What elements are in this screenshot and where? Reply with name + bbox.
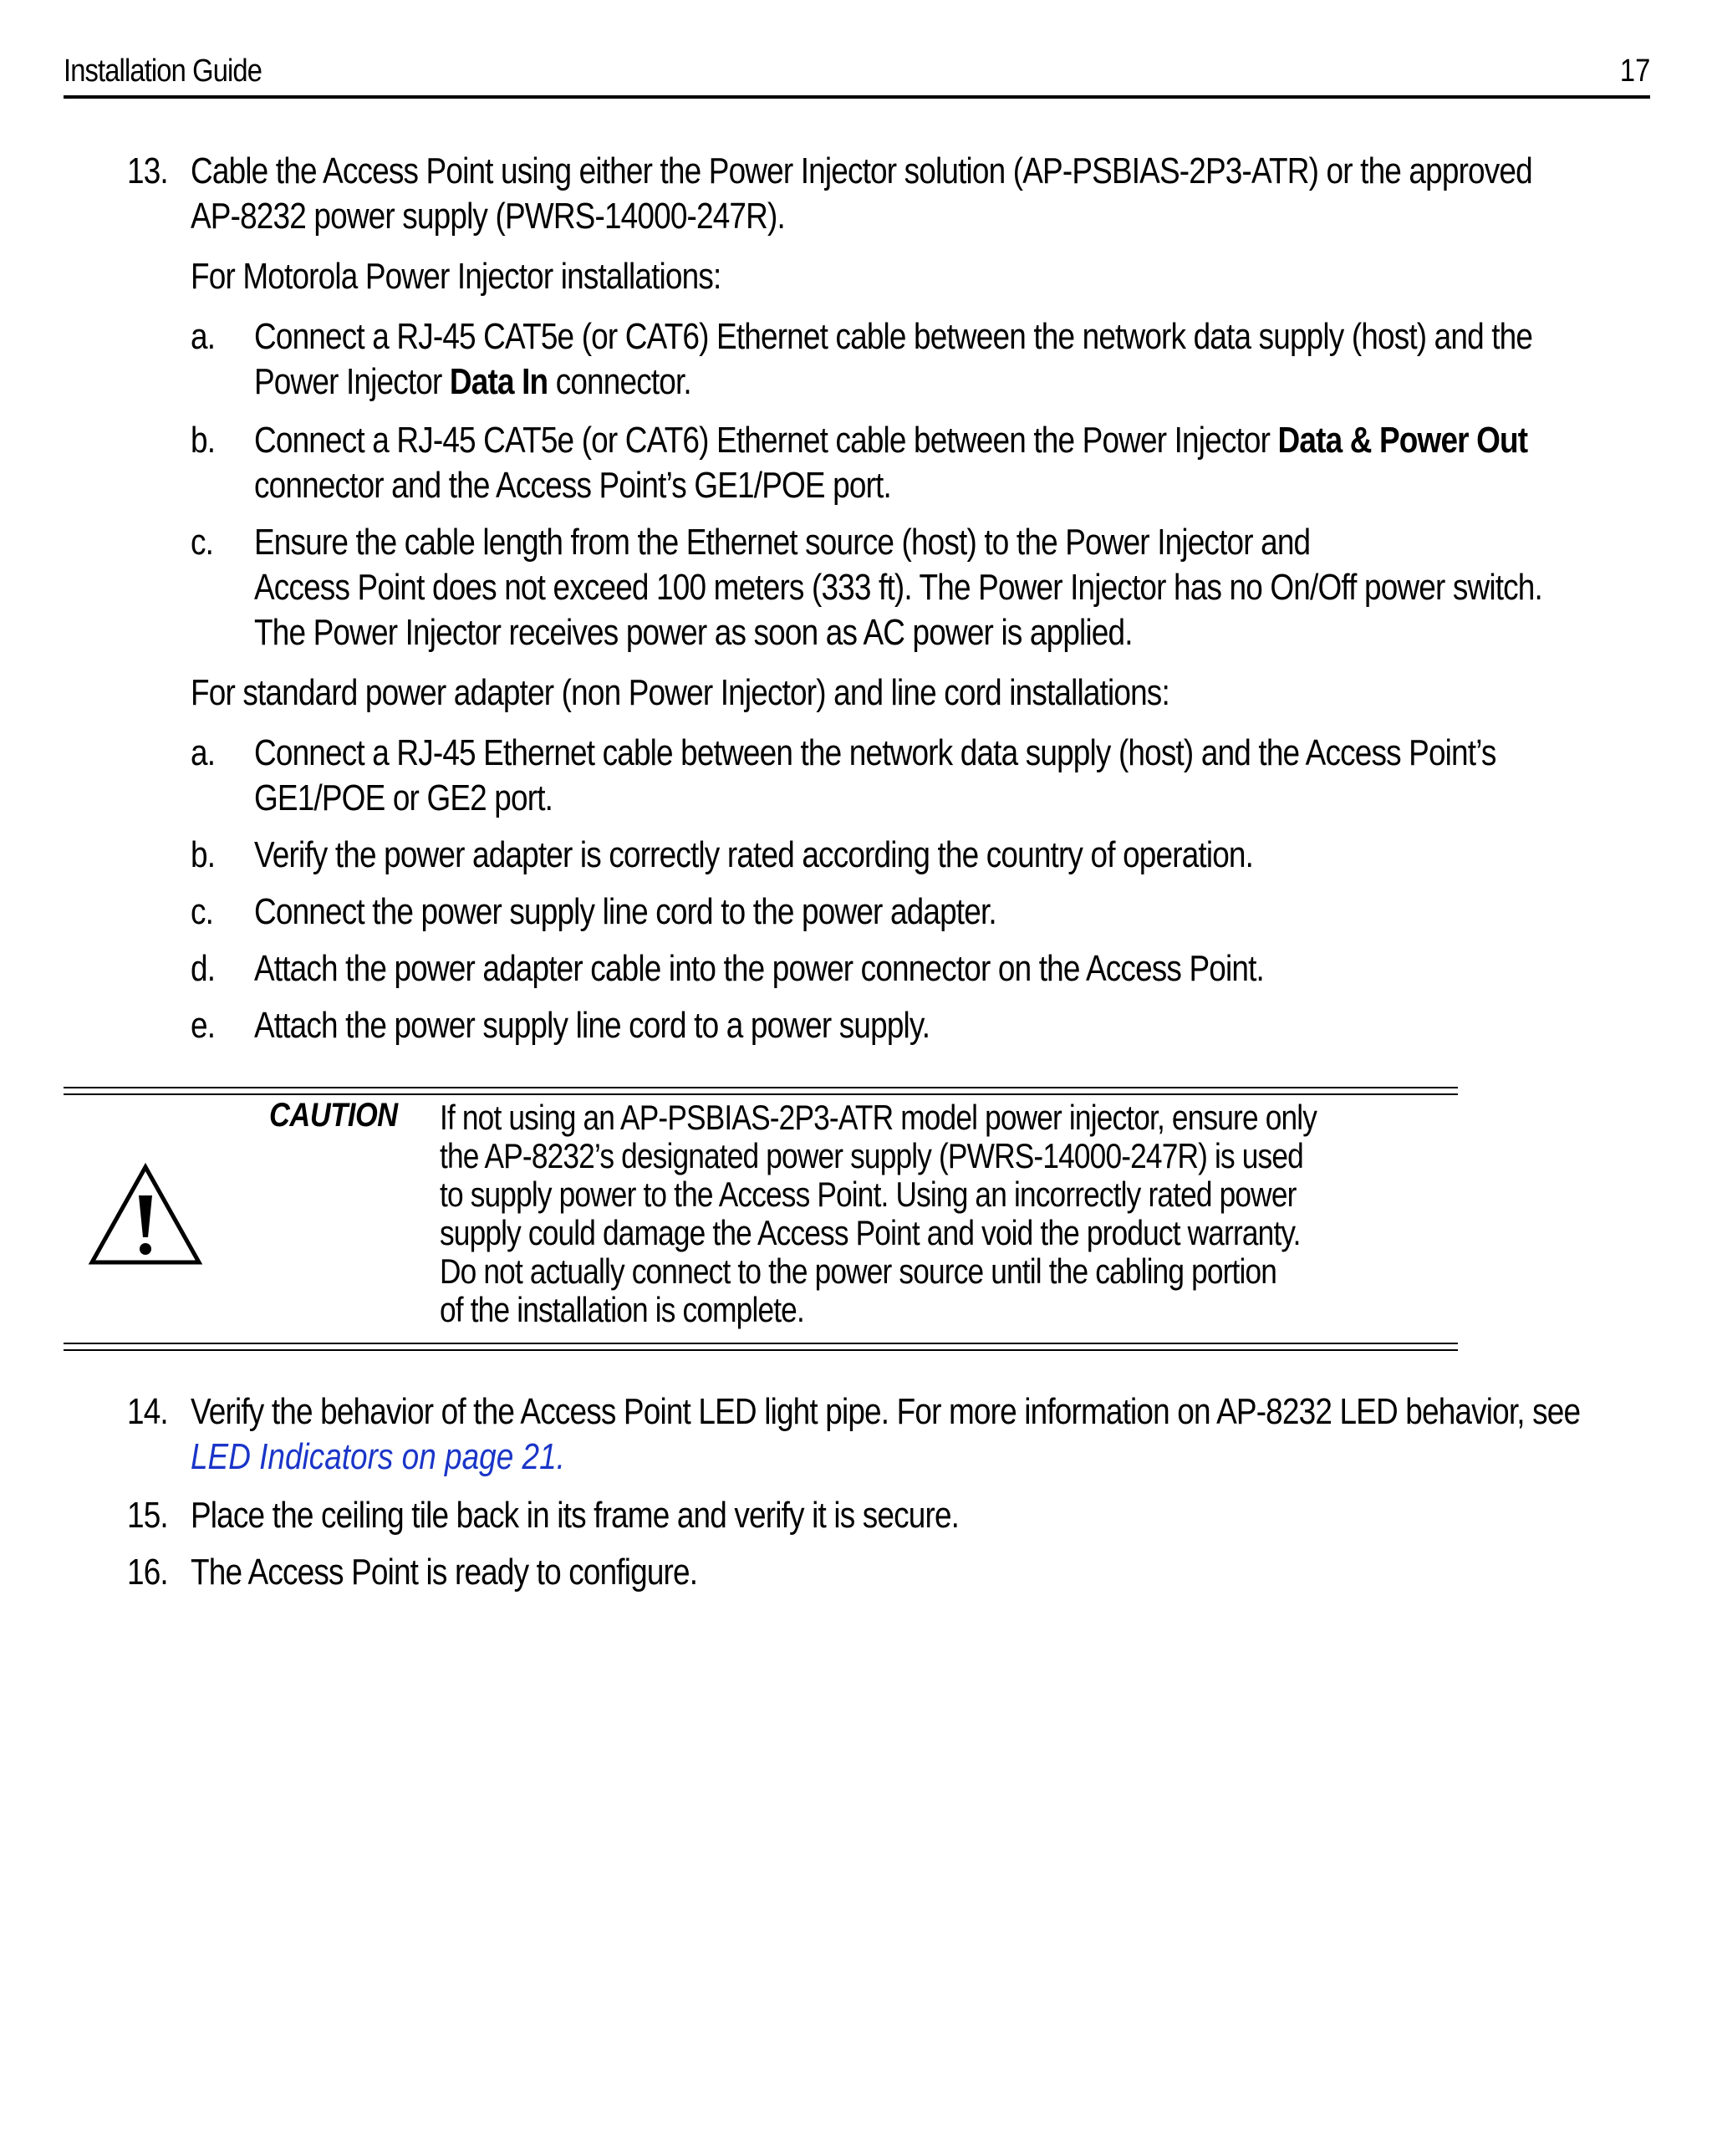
step-14-line-2 bbox=[191, 1435, 565, 1480]
text-run: . bbox=[556, 1436, 565, 1477]
injector-intro: For Motorola Power Injector installations: bbox=[191, 256, 721, 297]
step-number-13: 13. bbox=[127, 150, 168, 191]
injector-a-line-2 bbox=[254, 359, 691, 405]
caution-line: Do not actually connect to the power source until the cabling portion bbox=[440, 1251, 1277, 1291]
adapter-intro: For standard power adapter (non Power Injector) and line cord installations: bbox=[191, 672, 1169, 713]
injector-b-line-1 bbox=[254, 418, 1527, 463]
adapter-c-letter: c. bbox=[191, 891, 214, 932]
injector-a-letter: a. bbox=[191, 316, 216, 357]
adapter-d-line-1: Attach the power adapter cable into the power connector on the Access Point. bbox=[254, 948, 1264, 989]
adapter-d-letter: d. bbox=[191, 948, 216, 989]
step-15-line-1: Place the ceiling tile back in its frame and verify it is secure. bbox=[191, 1495, 960, 1536]
header-title: Installation Guide bbox=[64, 54, 262, 89]
step-16-line-1: The Access Point is ready to configure. bbox=[191, 1552, 698, 1593]
injector-b-line-2: connector and the Access Point’s GE1/POE port. bbox=[254, 465, 891, 506]
caution-rule-bottom-1 bbox=[64, 1343, 1458, 1344]
step-number-15: 15. bbox=[127, 1495, 168, 1536]
running-header bbox=[64, 54, 1650, 99]
caution-rule-top-2 bbox=[64, 1093, 1458, 1095]
step-number-16: 16. bbox=[127, 1552, 168, 1593]
warning-triangle-icon bbox=[87, 1162, 204, 1267]
caution-text bbox=[440, 1098, 1317, 1329]
caution-line: to supply power to the Access Point. Using an incorrectly rated power bbox=[440, 1175, 1297, 1214]
caution-line: the AP-8232’s designated power supply (PWRS-14000-247R) is used bbox=[440, 1136, 1303, 1175]
text-run: Power Injector bbox=[254, 361, 450, 402]
caution-rule-top-1 bbox=[64, 1087, 1458, 1088]
adapter-b-letter: b. bbox=[191, 834, 216, 875]
injector-c-line-2: Access Point does not exceed 100 meters (333 ft). The Power Injector has no On/Off power switch. bbox=[254, 567, 1542, 608]
adapter-c-line-1: Connect the power supply line cord to the power adapter. bbox=[254, 891, 996, 932]
injector-c-letter: c. bbox=[191, 522, 214, 563]
step-14-line-1: Verify the behavior of the Access Point LED light pipe. For more information on AP-8232 LED behavior, see bbox=[191, 1391, 1581, 1432]
caution-line: If not using an AP-PSBIAS-2P3-ATR model power injector, ensure only bbox=[440, 1098, 1317, 1137]
injector-b-letter: b. bbox=[191, 420, 216, 461]
adapter-a-line-2: GE1/POE or GE2 port. bbox=[254, 777, 553, 818]
adapter-a-line-1: Connect a RJ-45 Ethernet cable between the network data supply (host) and the Access Point’s bbox=[254, 732, 1496, 773]
step-13-line-1: Cable the Access Point using either the Power Injector solution (AP-PSBIAS-2P3-ATR) or the approved bbox=[191, 150, 1532, 191]
step-number-14: 14. bbox=[127, 1391, 168, 1432]
injector-c-line-3: The Power Injector receives power as soon as AC power is applied. bbox=[254, 612, 1133, 653]
adapter-e-letter: e. bbox=[191, 1005, 216, 1046]
injector-a-line-1: Connect a RJ-45 CAT5e (or CAT6) Ethernet cable between the network data supply (host) and the bbox=[254, 316, 1533, 357]
page-number: 17 bbox=[1619, 54, 1650, 89]
led-indicators-link[interactable]: LED Indicators on page 21 bbox=[191, 1436, 557, 1477]
adapter-e-line-1: Attach the power supply line cord to a power supply. bbox=[254, 1005, 930, 1046]
text-run: Connect a RJ-45 CAT5e (or CAT6) Ethernet cable between the Power Injector bbox=[254, 420, 1278, 461]
step-13-line-2: AP-8232 power supply (PWRS-14000-247R). bbox=[191, 196, 785, 237]
bold-term-data-power-out: Data & Power Out bbox=[1277, 420, 1528, 461]
injector-c-line-1: Ensure the cable length from the Ethernet source (host) to the Power Injector and bbox=[254, 522, 1311, 563]
caution-line: supply could damage the Access Point and void the product warranty. bbox=[440, 1213, 1301, 1252]
caution-rule-bottom-2 bbox=[64, 1349, 1458, 1351]
caution-line: of the installation is complete. bbox=[440, 1290, 804, 1329]
bold-term-data-in: Data In bbox=[449, 361, 548, 402]
text-run: connector. bbox=[548, 361, 691, 402]
caution-label: CAUTION bbox=[269, 1097, 398, 1134]
adapter-b-line-1: Verify the power adapter is correctly rated according the country of operation. bbox=[254, 834, 1254, 875]
adapter-a-letter: a. bbox=[191, 732, 216, 773]
